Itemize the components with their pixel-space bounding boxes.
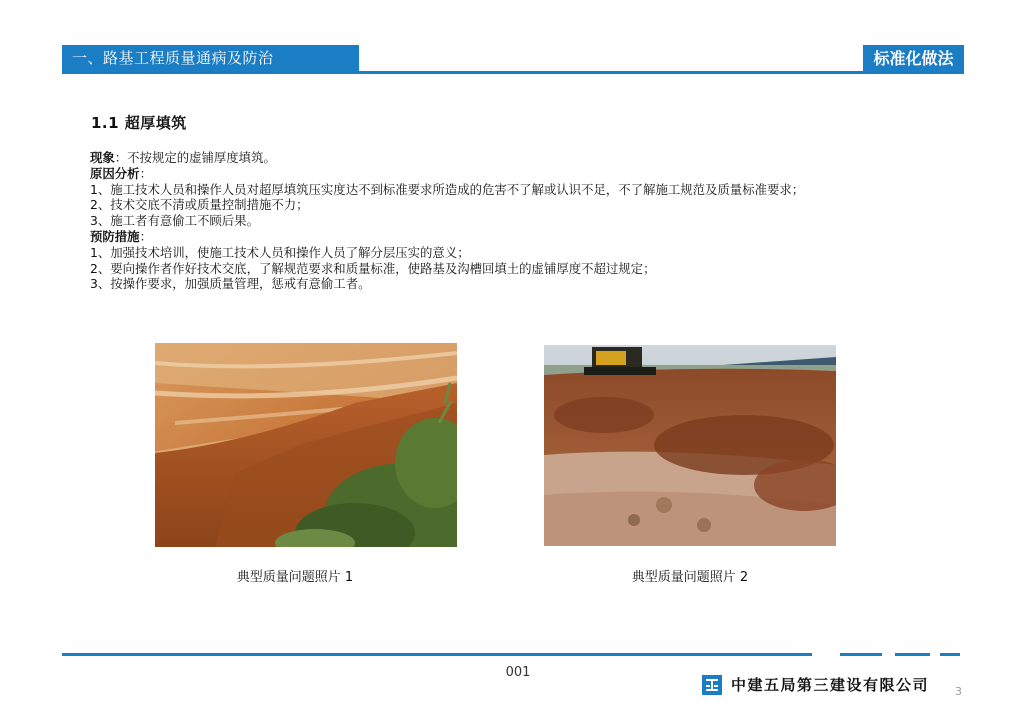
page-code: 001 <box>505 665 531 680</box>
photo-2-caption: 典型质量问题照片 2 <box>631 570 749 585</box>
prevention-colon: ： <box>139 228 152 244</box>
footer-rule <box>62 653 812 656</box>
company-logo-icon <box>702 675 722 695</box>
cause-label: 原因分析 <box>90 165 140 181</box>
cause-heading <box>90 166 920 182</box>
page-number: 3 <box>955 685 962 698</box>
cause-colon: ： <box>139 165 152 181</box>
photo-2 <box>544 345 836 546</box>
page-title: 1.1 超厚填筑 <box>91 114 187 132</box>
cause-item: 1、施工技术人员和操作人员对超厚填筑压实度达不到标准要求所造成的危害不了解或认识不足，不了解施工规范及质量标准要求； <box>90 181 805 197</box>
phenomenon-line <box>90 150 920 166</box>
footer-dash <box>940 653 960 656</box>
header-rule <box>62 71 964 74</box>
prevention-item: 2、要向操作者作好技术交底，了解规范要求和质量标准，使路基及沟槽回填土的虚铺厚度不超过规定； <box>90 260 656 276</box>
phenomenon-label: 现象 <box>90 150 115 165</box>
section-header: 一、路基工程质量通病及防治 <box>62 45 359 72</box>
phenomenon-text: ：不按规定的虚铺厚度填筑。 <box>114 150 276 165</box>
photo-1-image <box>155 343 457 547</box>
body-text <box>90 150 920 292</box>
photo-1 <box>155 343 457 547</box>
cause-item: 3、施工者有意偷工不顾后果。 <box>90 213 259 229</box>
cause-item: 2、技术交底不清或质量控制措施不力； <box>90 197 309 213</box>
prevention-heading <box>90 229 920 245</box>
company-name: 中建五局第三建设有限公司 <box>731 676 930 694</box>
prevention-label: 预防措施 <box>90 228 140 244</box>
prevention-item: 3、按操作要求，加强质量管理，惩戒有意偷工者。 <box>90 276 371 292</box>
footer-dash <box>840 653 882 656</box>
photo-2-image <box>544 345 836 546</box>
header-tag: 标准化做法 <box>863 45 964 72</box>
footer-dash <box>895 653 930 656</box>
prevention-item: 1、加强技术培训，使施工技术人员和操作人员了解分层压实的意义； <box>90 244 470 260</box>
photo-1-caption: 典型质量问题照片 1 <box>236 570 354 585</box>
